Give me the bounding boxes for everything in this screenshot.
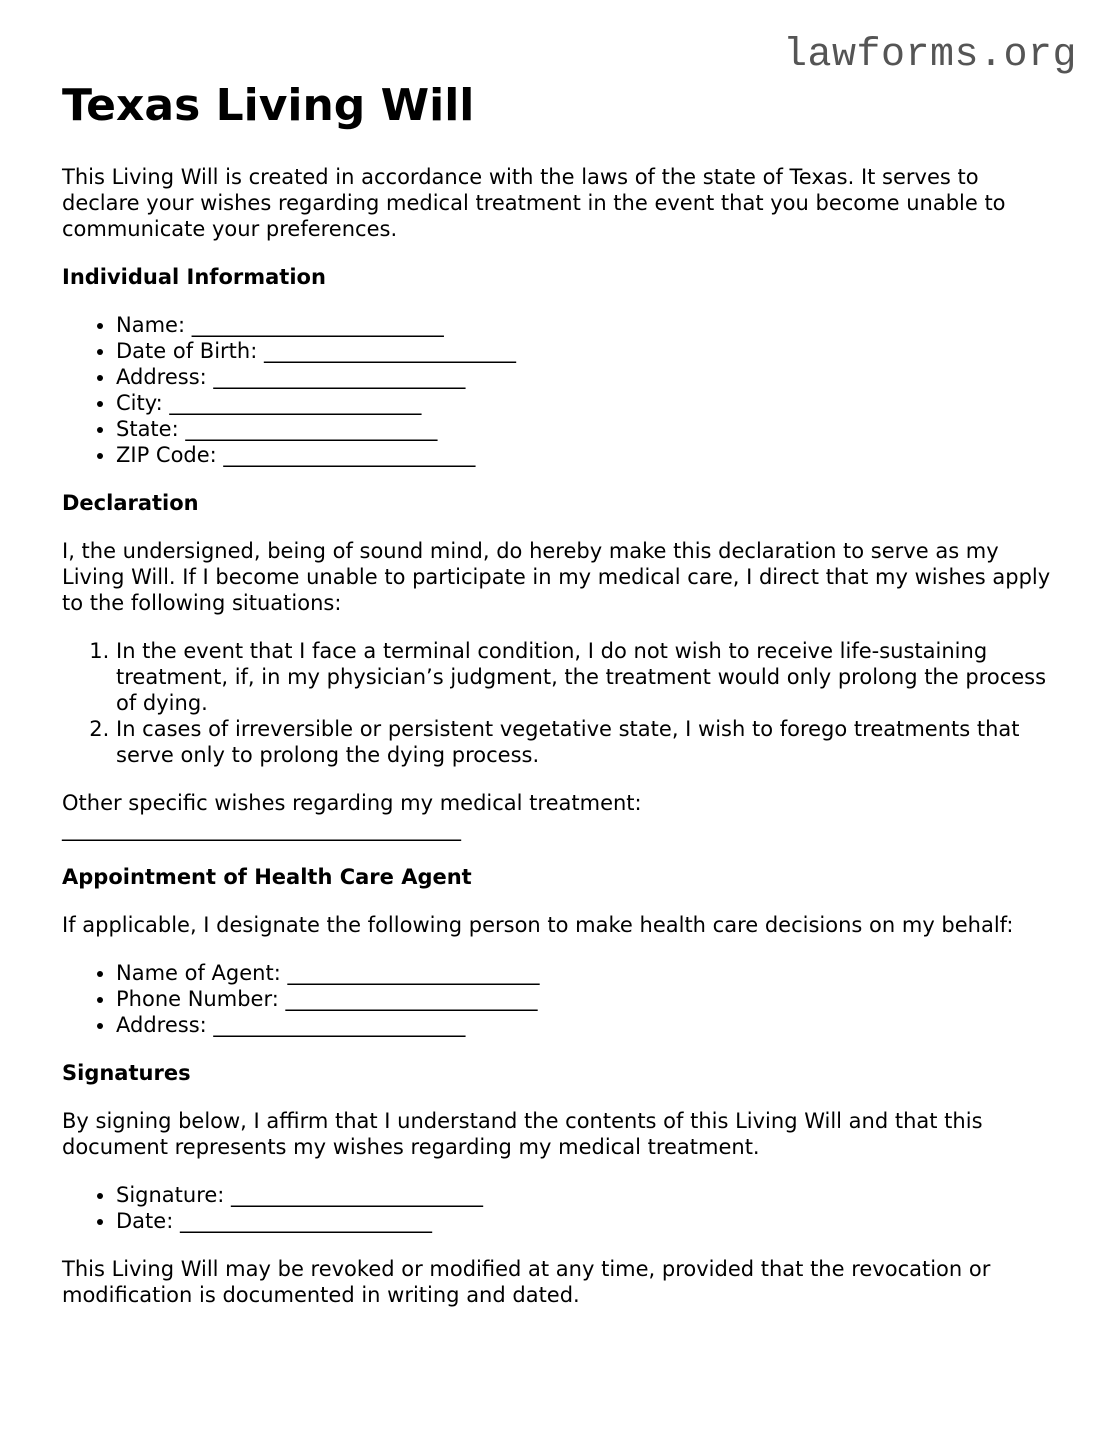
- individual-info-heading: Individual Information: [62, 265, 326, 290]
- agent-heading: Appointment of Health Care Agent: [62, 865, 472, 890]
- declaration-item-vegetative: 2. In cases of irreversible or persistent vegetative state, I wish to forego treatments that serve only to prolong the dying process.: [116, 716, 1062, 768]
- signature-field[interactable]: • Signature: ________________________: [116, 1182, 1062, 1208]
- city-field[interactable]: • City: ________________________: [116, 390, 1062, 416]
- agent-list: [62, 960, 1062, 1038]
- closing-paragraph: This Living Will may be revoked or modified at any time, provided that the revocation or modification is documented in writing and dated.: [62, 1257, 991, 1308]
- other-wishes-field[interactable]: ______________________________________: [62, 817, 461, 842]
- intro-paragraph: This Living Will is created in accordance with the laws of the state of Texas. It serves to declare your wishes regarding medical treatment in the event that you become unable to communicate your preferences.: [62, 165, 1006, 242]
- agent-name-field[interactable]: • Name of Agent: ________________________: [116, 960, 1062, 986]
- date-of-birth-field[interactable]: • Date of Birth: ________________________: [116, 338, 1062, 364]
- signature-date-field[interactable]: • Date: ________________________: [116, 1208, 1062, 1234]
- document-title: Texas Living Will: [62, 80, 475, 131]
- document-page: [62, 0, 1062, 1308]
- individual-info-list: [62, 312, 1062, 468]
- state-field[interactable]: • State: ________________________: [116, 416, 1062, 442]
- declaration-list: [62, 638, 1062, 768]
- agent-address-field[interactable]: • Address: ________________________: [116, 1012, 1062, 1038]
- declaration-paragraph: I, the undersigned, being of sound mind, do hereby make this declaration to serve as my Living Will. If I become unable to participate in my medical care, I direct that my wishes apply to the following situations:: [62, 539, 1051, 616]
- agent-paragraph: If applicable, I designate the following person to make health care decisions on my behalf:: [62, 913, 1014, 938]
- name-field[interactable]: • Name: ________________________: [116, 312, 1062, 338]
- signatures-list: [62, 1182, 1062, 1234]
- declaration-item-terminal: 1. In the event that I face a terminal condition, I do not wish to receive life-sustaining treatment, if, in my physician’s judgment, the treatment would only prolong the process of dying.: [116, 638, 1062, 716]
- address-field[interactable]: • Address: ________________________: [116, 364, 1062, 390]
- watermark-logo: lawforms.org: [782, 33, 1077, 78]
- signatures-heading: Signatures: [62, 1061, 191, 1086]
- agent-phone-field[interactable]: • Phone Number: ________________________: [116, 986, 1062, 1012]
- zip-code-field[interactable]: • ZIP Code: ________________________: [116, 442, 1062, 468]
- declaration-heading: Declaration: [62, 491, 199, 516]
- signatures-paragraph: By signing below, I affirm that I understand the contents of this Living Will and that this document represents my wishes regarding my medical treatment.: [62, 1109, 983, 1160]
- other-wishes-label: Other specific wishes regarding my medical treatment:: [62, 791, 642, 816]
